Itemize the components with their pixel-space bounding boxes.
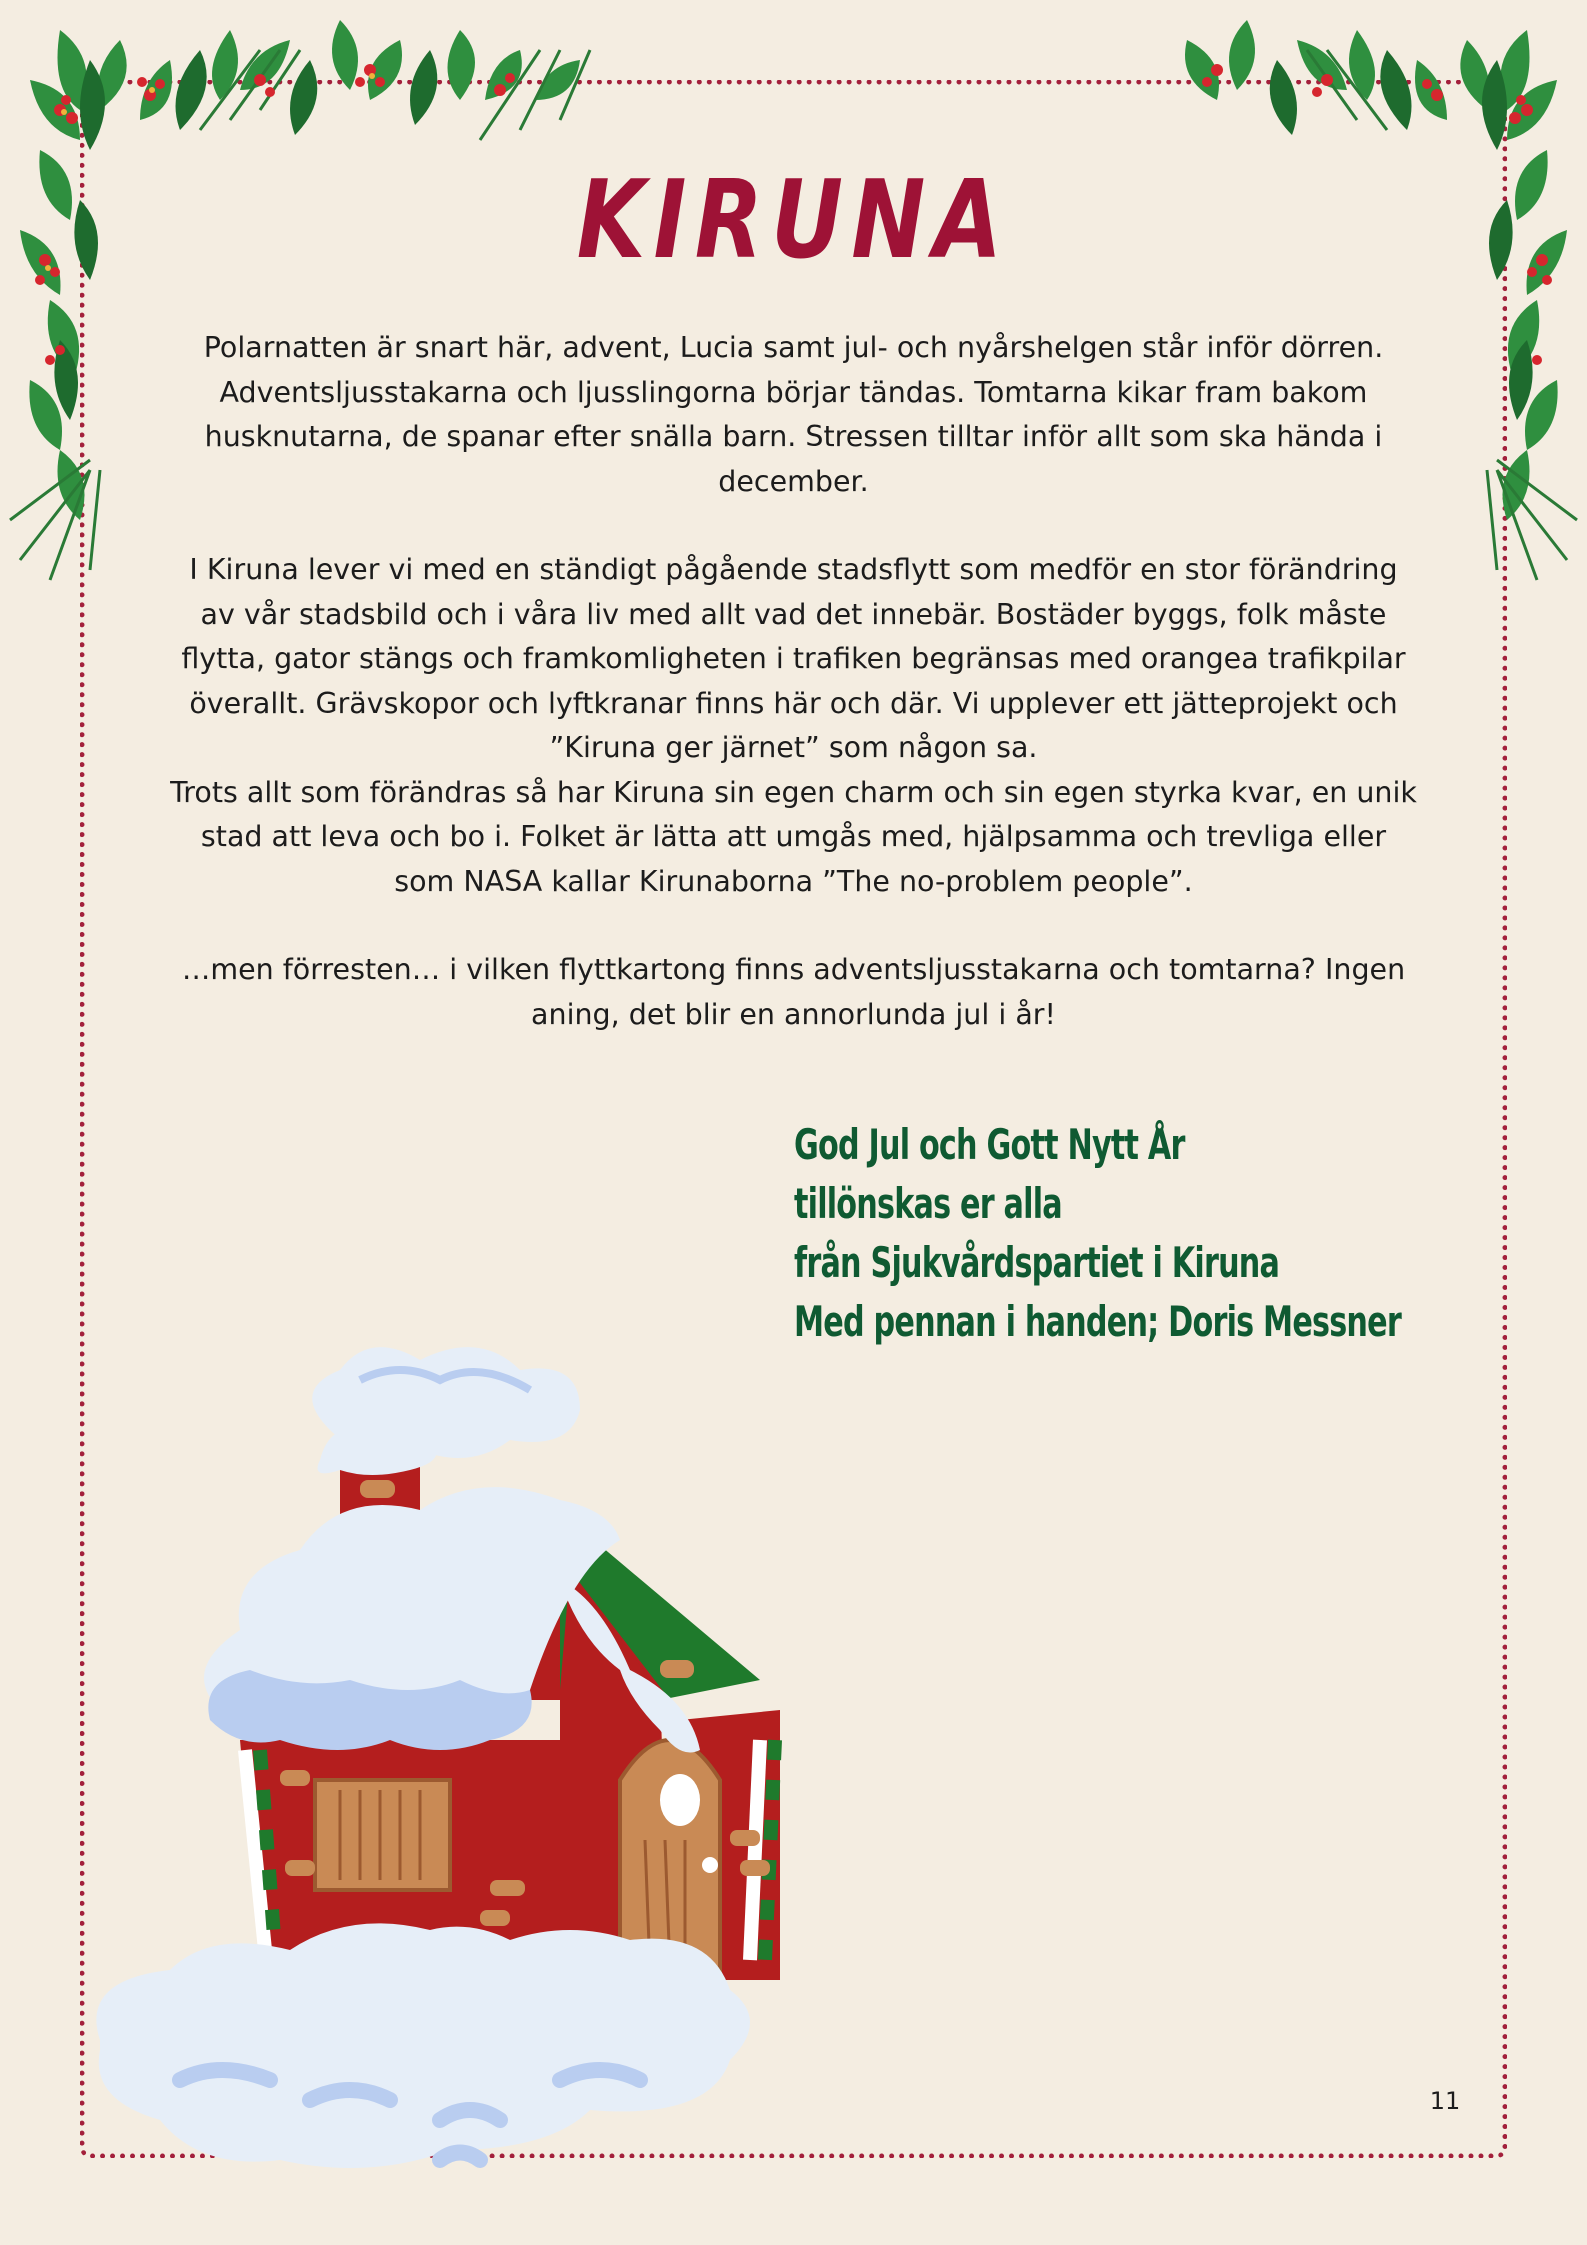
paragraph-city-move: I Kiruna lever vi med en ständigt pågående stadsflytt som medför en stor förändring av vår stadsbild och i våra liv med allt vad det innebär. Bostäder byggs, folk måste flytta, gator stängs och framkomligheten i trafiken begränsas med orangea trafikpilar överallt. Grävskopor och lyftkranar finns här och där. Vi upplever ett jätteprojekt och ”Kiruna ger järnet” som någon sa. xyxy=(181,553,1406,764)
greeting-line: från Sjukvårdspartiet i Kiruna xyxy=(794,1238,1280,1287)
paragraph-intro: Polarnatten är snart här, advent, Lucia samt jul- och nyårshelgen står inför dörren. Adventsljusstakarna och ljusslingorna börjar tändas. Tomtarna kikar fram bakom husknutarna, de spanar efter snälla barn. Stressen tilltar inför allt som ska hända i december. xyxy=(203,331,1384,498)
paragraph-closing: …men förresten… i vilken flyttkartong finns adventsljusstakarna och tomtarna? Ingen aning, det blir en annorlunda jul i år! xyxy=(181,953,1406,1031)
article-body xyxy=(170,326,1417,1037)
christmas-greeting xyxy=(794,1115,1402,1351)
page-title: KIRUNA xyxy=(576,158,1011,283)
greeting-signature: Med pennan i handen; Doris Messner xyxy=(794,1297,1401,1346)
page-number: 11 xyxy=(1429,2087,1461,2115)
paragraph-charm: Trots allt som förändras så har Kiruna sin egen charm och sin egen styrka kvar, en unik stad att leva och bo i. Folket är lätta att umgås med, hjälpsamma och trevliga eller som NASA kallar Kirunaborna ”The no-problem people”. xyxy=(170,775,1417,898)
snowy-house-icon xyxy=(60,1320,880,2220)
greeting-line: God Jul och Gott Nytt År xyxy=(794,1120,1185,1169)
greeting-line: tillönskas er alla xyxy=(794,1179,1062,1228)
